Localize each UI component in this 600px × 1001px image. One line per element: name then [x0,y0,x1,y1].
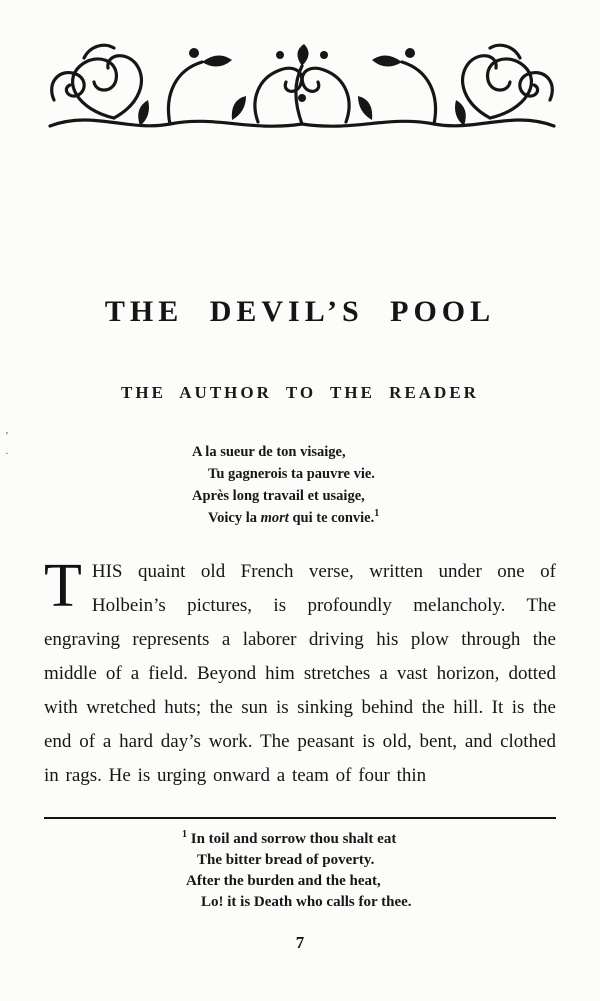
footnote-reference-marker: 1 [374,508,380,520]
footnote-line: The bitter bread of poverty. [197,852,375,868]
footnote-number: 1 [182,829,187,840]
scan-speck: ’ [5,430,9,442]
footnote-separator-rule [44,817,556,819]
chapter-title: THE DEVIL’S POOL [104,295,496,328]
footnote-line: After the burden and the heat, [186,873,381,889]
epigraph-line: Tu gagnerois ta pauvre vie. [208,466,375,482]
epigraph-verse [192,441,556,529]
footnote-verse [182,829,556,913]
footnote-line [182,829,556,850]
epigraph-line-text: qui te convie. [288,510,375,526]
paragraph-text: HIS quaint old French verse, written under one of Holbein’s pictures, is profoundly melancholy. The engraving represents a laborer driving his plow through the middle of a field. Beyond him stretches a vast horizon, dotted with wretched huts; the sun is sinking behind the hill. It is the end of a hard day’s work. The peasant is old, bent, and clothed in rags. He is urging onward a team of four thin [44,561,556,786]
drop-cap-initial: T [44,552,82,620]
epigraph-line: A la sueur de ton visaige, [192,444,346,460]
floral-engraving-ornament [44,38,560,142]
header-ornament-band [44,0,556,147]
scan-speck: · [5,448,9,460]
footnote-line-text: In toil and sorrow thou shalt eat [190,831,397,847]
footnote-line: Lo! it is Death who calls for thee. [201,894,412,910]
epigraph-line-text: Voicy la [208,510,261,526]
section-heading: THE AUTHOR TO THE READER [121,383,479,402]
epigraph-italic-word: mort [260,510,289,526]
epigraph-line [192,507,556,529]
page-number: 7 [295,933,305,952]
epigraph-line: Après long travail et usaige, [192,488,365,504]
body-paragraph [44,552,556,793]
